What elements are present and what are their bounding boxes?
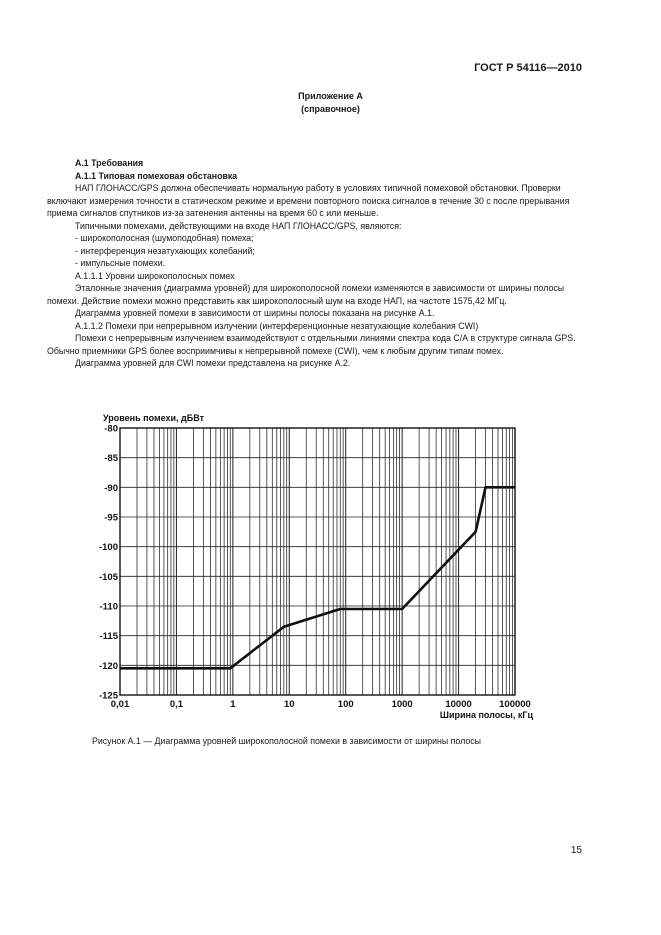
figure-caption: Рисунок А.1 — Диаграмма уровней широкополосной помехи в зависимости от ширины полосы <box>92 736 481 746</box>
y-tick-label: -80 <box>104 423 118 435</box>
y-axis-label: Уровень помехи, дБВт <box>103 413 205 423</box>
interference-level-chart <box>85 405 555 725</box>
appendix-subtitle: (справочное) <box>301 104 360 114</box>
heading-a1: А.1 Требования <box>75 158 144 168</box>
y-tick-label: -125 <box>98 690 118 702</box>
x-tick-label: 100 <box>337 699 354 710</box>
y-tick-label: -120 <box>98 660 118 672</box>
body-text <box>47 157 584 370</box>
heading-a111: А.1.1.1 Уровни широкополосных помех <box>75 270 235 281</box>
x-tick-label: 100000 <box>499 699 531 710</box>
page-number: 15 <box>570 845 582 856</box>
y-tick-label: -100 <box>98 542 118 554</box>
paragraph-6: Диаграмма уровней для CWI помехи представлена на рисунке А.2. <box>75 358 351 368</box>
paragraph-3: Эталонные значения (диаграмма уровней) для широкополосной помехи изменяются в зависимости от ширины полосы помехи. Действие помехи можно представить как широкополосный шум на входе НАП, на частоте 1575,42 МГц. <box>47 283 565 306</box>
heading-a11: А.1.1 Типовая помеховая обстановка <box>75 170 238 181</box>
y-tick-label: -110 <box>99 601 118 613</box>
list-item-3: - импульсные помехи. <box>75 258 166 268</box>
x-tick-label: 1 <box>230 699 236 710</box>
y-tick-label: -115 <box>99 631 118 643</box>
y-tick-label: -105 <box>98 571 118 583</box>
x-tick-label: 1000 <box>391 699 413 710</box>
heading-a112: А.1.1.2 Помехи при непрерывном излучении (интерференционные незатухающие колебания CWI) <box>75 320 479 331</box>
x-axis-label: Ширина полосы, кГц <box>439 710 533 720</box>
y-tick-label: -95 <box>104 512 118 524</box>
list-item-1: - широкополосная (шумоподобная) помеха; <box>75 233 254 243</box>
x-tick-label: 0,01 <box>110 699 130 710</box>
paragraph-4: Диаграмма уровней помехи в зависимости от ширины полосы показана на рисунке А.1. <box>75 308 435 318</box>
x-tick-label: 0,1 <box>169 699 184 710</box>
paragraph-1: НАП ГЛОНАСС/GPS должна обеспечивать нормальную работу в условиях типичной помеховой обстановки. Проверки включают измерения точности в статическом режиме и времени повторного поиска сигналов в течение 30 с после прерывания приема сигналов спутников из-за затенения антенны на время 60 с или меньше. <box>47 183 570 218</box>
list-item-2: - интерференция незатухающих колебаний; <box>75 245 255 256</box>
paragraph-2: Типичными помехами, действующими на входе НАП ГЛОНАСС/GPS, являются: <box>75 220 402 231</box>
paragraph-5: Помехи с непрерывным излучением взаимодействуют с отдельными линиями спектра кода С/А в структуре сигнала GPS. Обычно приемники GPS более восприимчивы к непрерывной помехе (CWI), чем к любым другим типам помех. <box>47 333 576 356</box>
y-tick-label: -90 <box>104 482 118 494</box>
x-tick-label: 10000 <box>445 699 472 710</box>
appendix-title: Приложение А <box>298 91 363 101</box>
y-tick-label: -85 <box>104 453 118 465</box>
x-tick-label: 10 <box>283 699 295 710</box>
standard-number: ГОСТ Р 54116—2010 <box>474 62 582 74</box>
